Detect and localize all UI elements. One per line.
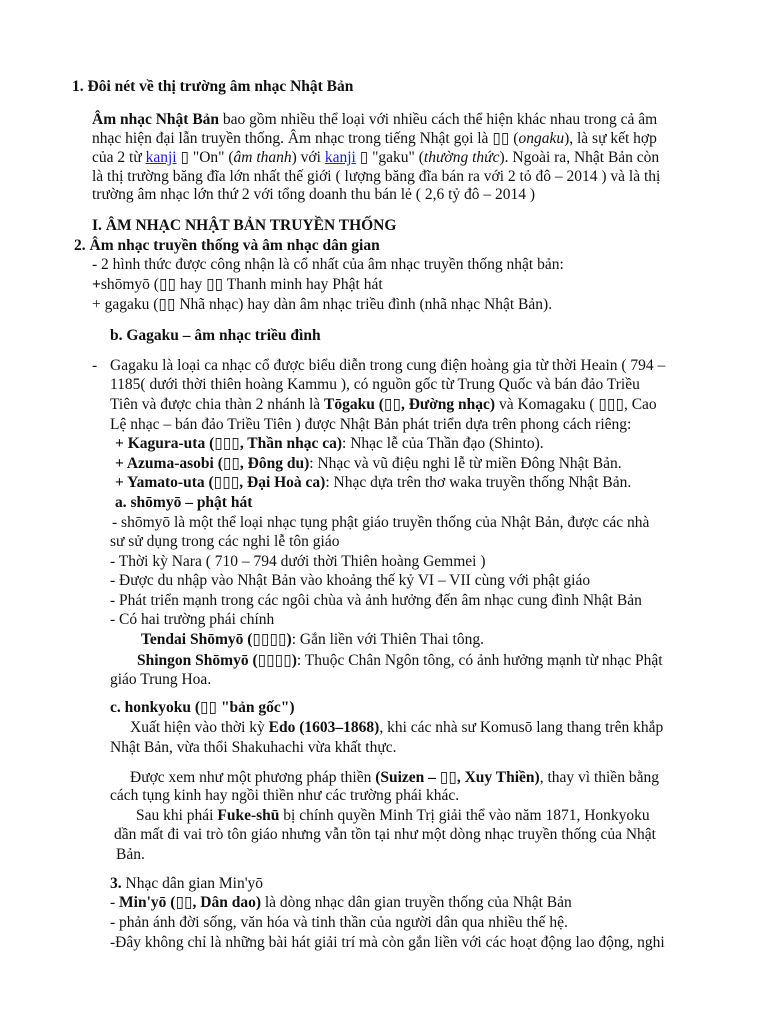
shomyo-line-2: sư sử dụng trong các nghi lễ tôn giáo	[110, 533, 340, 550]
subheading-gagaku: b. Gagaku – âm nhạc triều đình	[110, 327, 321, 344]
gagaku-line-6	[115, 454, 622, 474]
shomyo-line-3: - Thời kỳ Nara ( 710 – 794 dưới thời Thiên hoàng Gemmei )	[110, 553, 486, 570]
subheading-honkyoku: c. honkyoku (▯▯ "bản gốc")	[110, 699, 295, 716]
trad-line-3: + gagaku (▯▯ Nhã nhạc) hay dàn âm nhạc triều đình (nhã nhạc Nhật Bản).	[92, 296, 553, 313]
shomyo-line-9: giáo Trung Hoa.	[110, 671, 212, 688]
minyo-line-3: -Đây không chỉ là những bài hát giải trí mà còn gắn liền với các hoạt động lao động, nghi	[110, 934, 665, 951]
intro-text: ▯ "gaku" (	[355, 149, 424, 166]
gagaku-line-1: Gagaku là loại ca nhạc cổ được biểu diễn trong cung điện hoàng gia từ thời Heain ( 794 –	[110, 357, 666, 374]
honkyoku-line-2: Nhật Bản, vừa thổi Shakuhachi vừa khất thực.	[110, 739, 397, 756]
section-number: 3.	[110, 875, 122, 892]
gagaku-text: : Nhạc lễ của Thần đạo (Shinto).	[342, 435, 544, 452]
gagaku-text: : Nhạc dựa trên thơ waka truyền thống Nhật Bản.	[325, 474, 632, 491]
shomyo-text: : Gắn liền với Thiên Thai tông.	[291, 631, 484, 648]
gagaku-line-4: Lệ nhạc – bán đảo Triều Tiên ) được Nhật Bản phát triển dựa trên phong cách riêng:	[110, 416, 632, 433]
honkyoku-text: Được xem như một phương pháp thiền	[130, 769, 376, 786]
honkyoku-text: , thay vì thiền bằng	[539, 769, 659, 786]
intro-text: ). Ngoài ra, Nhật Bản còn	[499, 149, 660, 166]
gagaku-line-3	[110, 395, 657, 415]
intro-text: ) với	[291, 149, 325, 166]
gagaku-term: Tōgaku (▯▯, Đường nhạc)	[324, 396, 496, 413]
honkyoku-line-5	[136, 806, 650, 826]
gagaku-term: + Yamato-uta (▯▯▯, Đại Hoà ca)	[115, 474, 326, 491]
kanji-link[interactable]: kanji	[145, 149, 177, 166]
minyo-term: Min'yō (▯▯, Dân dao)	[119, 894, 261, 911]
intro-text: nhạc hiện đại lẫn truyền thống. Âm nhạc trong tiếng Nhật gọi là	[92, 130, 493, 147]
section-title: Nhạc dân gian Min'yō	[121, 875, 264, 892]
intro-line-2	[92, 129, 657, 149]
section-heading-traditional: I. ÂM NHẠC NHẬT BẢN TRUYỀN THỐNG	[92, 217, 397, 234]
honkyoku-term: Fuke-shū	[217, 807, 280, 824]
gagaku-line-2: 1185( dưới thời thiên hoàng Kammu ), có nguồn gốc từ Trung Quốc và bán đảo Triều	[110, 376, 640, 393]
gagaku-text: Tiên và được chia thàn 2 nhánh là	[110, 396, 325, 413]
honkyoku-line-7: Bản.	[116, 846, 145, 863]
shomyo-line-1: - shōmyō là một thể loại nhạc tụng phật giáo truyền thống của Nhật Bản, được các nhà	[112, 514, 650, 531]
minyo-text: là dòng nhạc dân gian truyền thống của Nhật Bản	[260, 894, 572, 911]
honkyoku-term: (Suizen – ▯▯, Xuy Thiền)	[375, 769, 540, 786]
intro-text: ), là sự kết hợp	[564, 130, 657, 147]
minyo-line-2: - phản ánh đời sống, văn hóa và tinh thần của người dân qua nhiều thế hệ.	[110, 914, 568, 931]
trad-text: shōmyō (▯▯ hay ▯▯ Thanh minh hay Phật hát	[100, 276, 383, 293]
gagaku-term: + Kagura-uta (▯▯▯, Thần nhạc ca)	[115, 435, 343, 452]
gagaku-line-5	[115, 434, 544, 454]
heading-section-2: 2. Âm nhạc truyền thống và âm nhạc dân gian	[74, 237, 380, 254]
honkyoku-text: Xuất hiện vào thời kỳ	[130, 719, 269, 736]
honkyoku-line-4: cách tụng kinh hay ngồi thiền như các trường phái khác.	[110, 787, 460, 804]
shomyo-line-8	[137, 651, 663, 671]
plus-marker: +	[92, 276, 101, 293]
shomyo-text: : Thuộc Chân Ngôn tông, có ảnh hưởng mạnh từ nhạc Phật	[296, 652, 663, 669]
honkyoku-line-3	[130, 768, 659, 788]
trad-line-2	[92, 275, 383, 295]
gagaku-text: và Komagaku ( ▯▯▯, Cao	[495, 396, 657, 413]
heading-section-1: 1. Đôi nét về thị trường âm nhạc Nhật Bản	[72, 78, 354, 95]
honkyoku-text: , khi các nhà sư Komusō lang thang trên khắp	[379, 719, 664, 736]
intro-line-4: là thị trường băng đĩa lớn nhất thế giới ( lượng băng đĩa bán ra với 2 tỏ đô – 2014 ) và là thị	[92, 168, 661, 185]
minyo-line-1	[110, 893, 572, 913]
minyo-text: -	[110, 894, 120, 911]
intro-text: của 2 từ	[92, 149, 146, 166]
intro-italic: âm thanh	[233, 149, 292, 166]
intro-line-5: trường âm nhạc lớn thứ 2 với tổng doanh thu bán lẻ ( 2,6 tỷ đô – 2014 )	[92, 186, 536, 203]
bullet-dash: -	[92, 357, 98, 374]
shomyo-school: Shingon Shōmyō (▯▯▯▯)	[137, 652, 297, 669]
honkyoku-text: Sau khi phái	[136, 807, 218, 824]
honkyoku-line-1	[130, 718, 663, 738]
intro-term: Âm nhạc Nhật Bản	[92, 111, 220, 128]
shomyo-line-5: - Phát triển mạnh trong các ngôi chùa và ảnh hưởng đến âm nhạc cung đình Nhật Bản	[110, 592, 642, 609]
gagaku-term: + Azuma-asobi (▯▯, Đông du)	[115, 455, 310, 472]
intro-text: ▯ "On" (	[176, 149, 234, 166]
shomyo-line-4: - Được du nhập vào Nhật Bản vào khoảng thế kỷ VI – VII cùng với phật giáo	[110, 572, 591, 589]
honkyoku-text: bị chính quyền Minh Trị giải thể vào năm 1871, Honkyoku	[279, 807, 650, 824]
shomyo-line-7	[141, 630, 484, 650]
intro-line-1	[92, 110, 657, 130]
kanji-link[interactable]: kanji	[324, 149, 356, 166]
honkyoku-line-6: dần mất đi vai trò tôn giáo nhưng vẫn tồn tại như một dòng nhạc truyền thống của Nhật	[114, 826, 656, 843]
intro-text: bao gồm nhiều thể loại với nhiều cách thể hiện khác nhau trong cả âm	[219, 111, 658, 128]
subheading-shomyo: a. shōmyō – phật hát	[115, 494, 253, 511]
heading-section-3	[110, 874, 263, 894]
shomyo-line-6: - Có hai trường phái chính	[110, 611, 275, 628]
missing-glyph-box: ▯▯	[492, 130, 510, 147]
trad-line-1: - 2 hình thức được công nhận là cổ nhất của âm nhạc truyền thống nhật bản:	[92, 256, 564, 273]
gagaku-line-7	[115, 473, 631, 493]
shomyo-school: Tendai Shōmyō (▯▯▯▯)	[141, 631, 292, 648]
intro-text: (	[509, 130, 519, 147]
intro-italic: thường thức	[423, 149, 500, 166]
honkyoku-term: Edo (1603–1868)	[268, 719, 380, 736]
intro-italic: ongaku	[518, 130, 565, 147]
intro-line-3	[92, 148, 659, 168]
gagaku-text: : Nhạc và vũ điệu nghi lễ từ miền Đông Nhật Bản.	[309, 455, 622, 472]
